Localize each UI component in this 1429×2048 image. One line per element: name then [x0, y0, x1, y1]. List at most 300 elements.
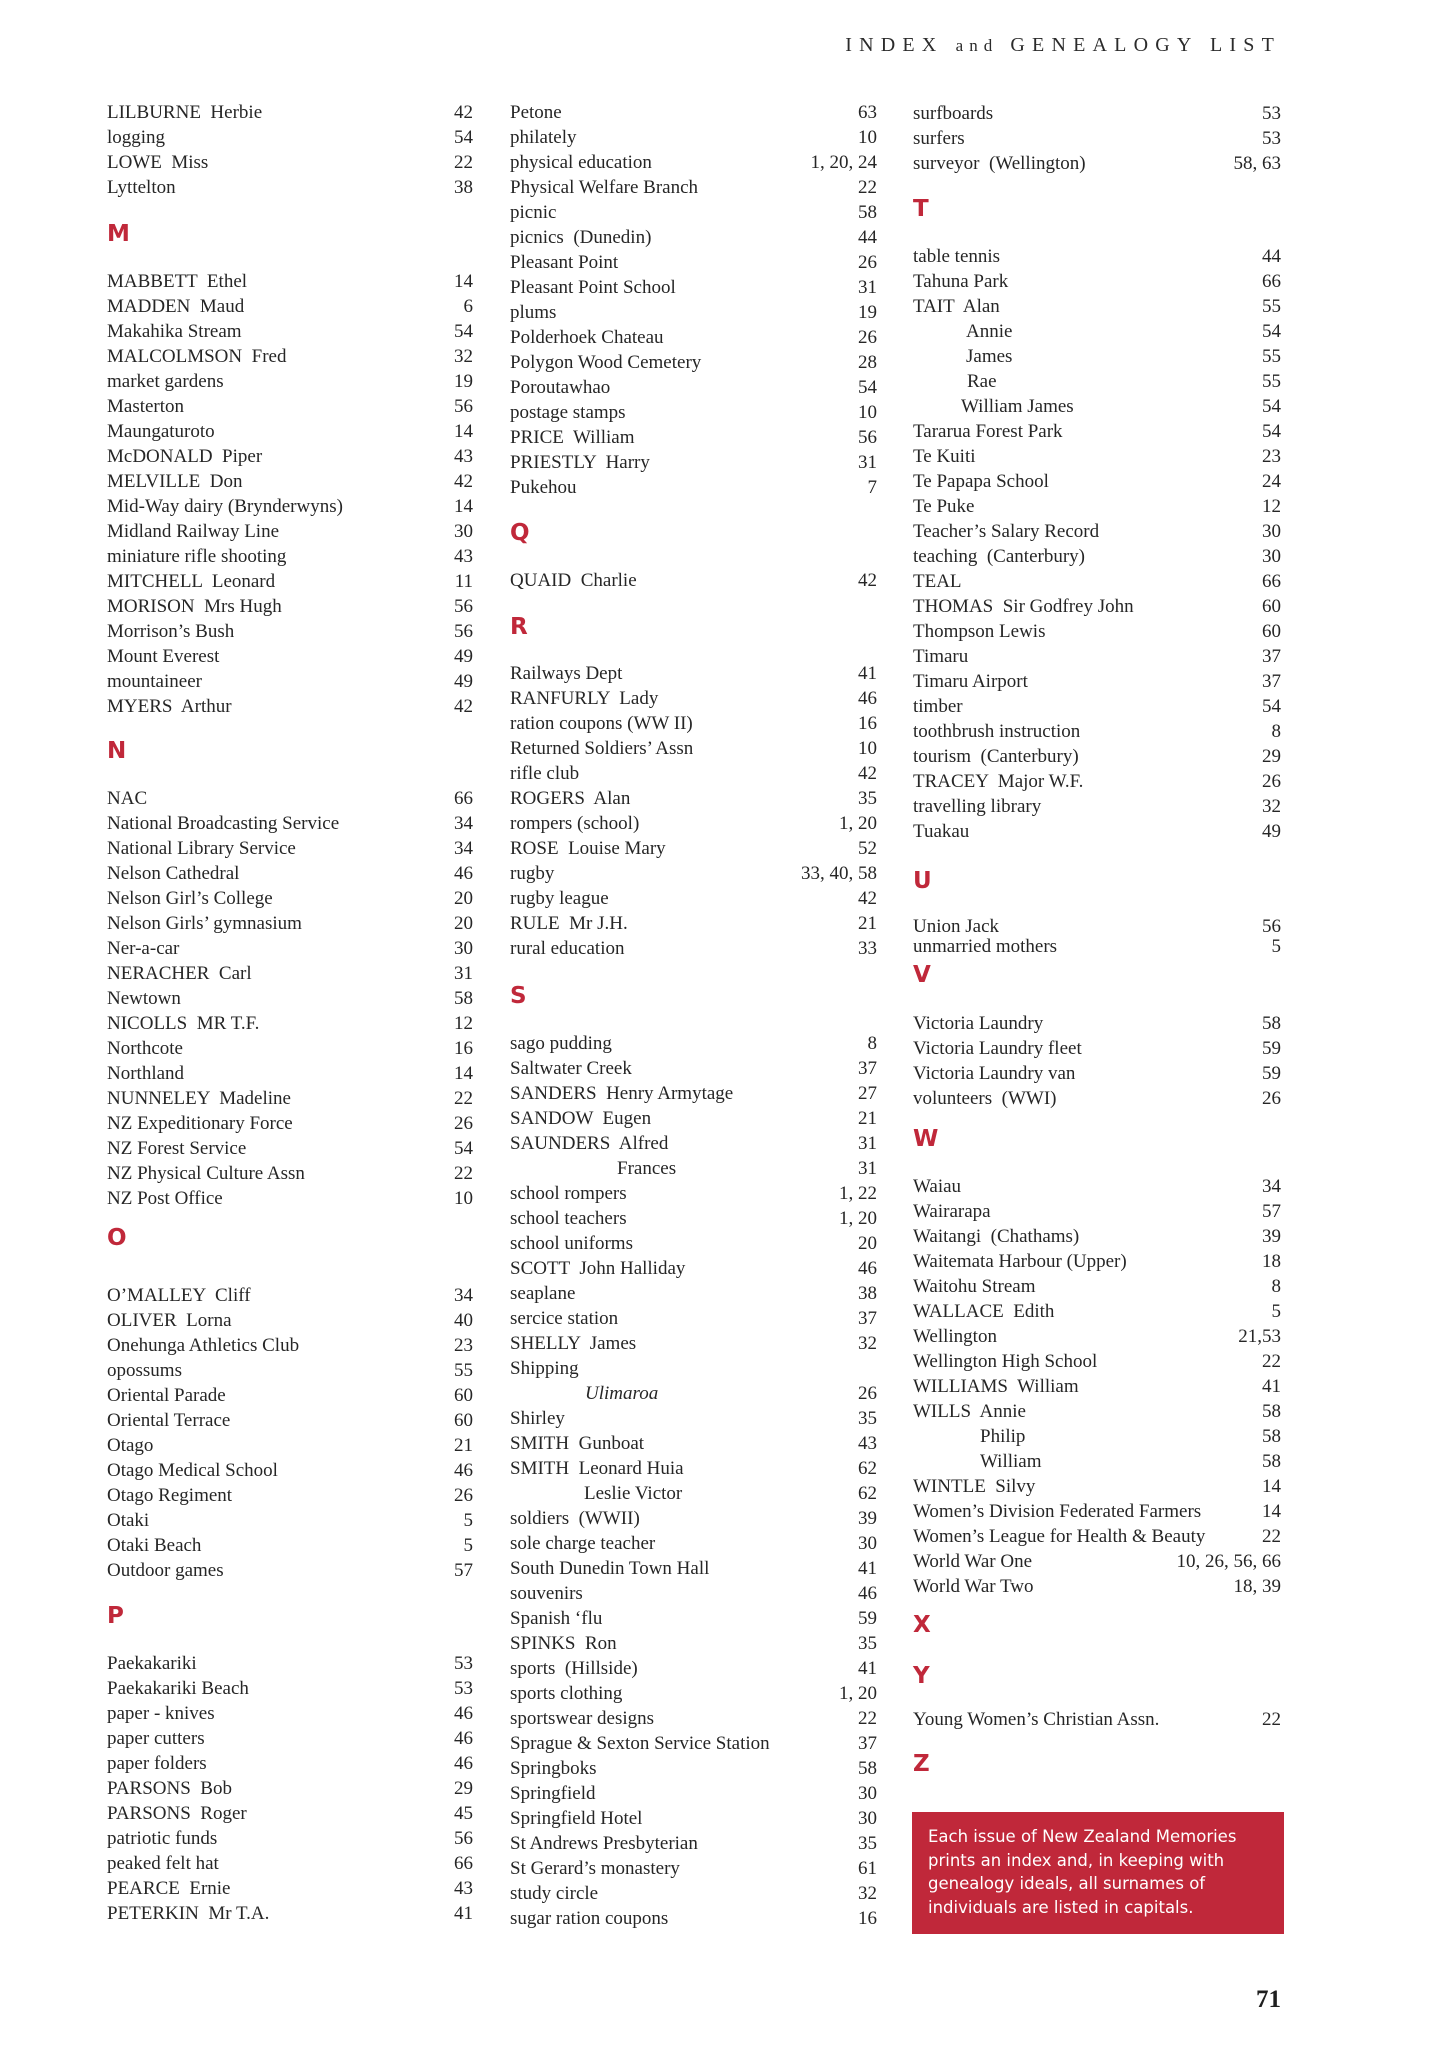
entry-page-numbers: 53: [454, 1652, 473, 1674]
index-entry: [510, 661, 877, 686]
entry-term: TAIT Alan: [913, 295, 1000, 317]
index-entry: [107, 150, 473, 175]
entry-term: Masterton: [107, 395, 185, 417]
entry-term: surfboards: [913, 102, 994, 124]
index-entry: [510, 1106, 877, 1131]
index-entry: [510, 1831, 877, 1856]
entry-term: Northcote: [107, 1037, 183, 1059]
entry-term: O’MALLEY Cliff: [107, 1284, 251, 1306]
entry-page-numbers: 30: [1262, 520, 1281, 542]
entry-term: paper - knives: [107, 1702, 215, 1724]
index-subentry: [913, 369, 1281, 394]
entry-term: Oriental Parade: [107, 1384, 226, 1406]
section-letter-y: Y: [913, 1663, 930, 1689]
index-entry: [510, 225, 877, 250]
entry-page-numbers: 54: [858, 376, 877, 398]
entry-page-numbers: 10: [858, 737, 877, 759]
entry-term: Union Jack: [913, 915, 1000, 937]
entry-page-numbers: 54: [1262, 420, 1281, 442]
entry-term: school rompers: [510, 1182, 627, 1204]
entry-page-numbers: 54: [1262, 395, 1281, 417]
entry-term: LILBURNE Herbie: [107, 101, 263, 123]
entry-page-numbers: 43: [454, 445, 473, 467]
entry-term: patriotic funds: [107, 1827, 218, 1849]
entry-page-numbers: 22: [858, 1707, 877, 1729]
index-entry: [107, 1876, 473, 1901]
index-entry: [107, 444, 473, 469]
entry-term: Shipping: [510, 1357, 579, 1379]
index-entry: [107, 519, 473, 544]
entry-page-numbers: 10, 26, 56, 66: [1176, 1550, 1281, 1572]
entry-page-numbers: 46: [454, 1752, 473, 1774]
entry-page-numbers: 38: [858, 1282, 877, 1304]
entry-term: picnic: [510, 201, 557, 223]
entry-term: RULE Mr J.H.: [510, 912, 628, 934]
entry-term: Mid-Way dairy (Brynderwyns): [107, 495, 343, 517]
index-entry: [510, 250, 877, 275]
entry-term: Pleasant Point: [510, 251, 619, 273]
entry-term: MABBETT Ethel: [107, 270, 248, 292]
entry-page-numbers: 1, 20, 24: [810, 151, 877, 173]
genealogy-note-box: [912, 1812, 1284, 1934]
section-letter-u: U: [913, 868, 932, 894]
index-entry: [107, 986, 473, 1011]
entry-term: tourism (Canterbury): [913, 745, 1079, 767]
entry-page-numbers: 18: [1262, 1250, 1281, 1272]
entry-term: Otaki Beach: [107, 1534, 202, 1556]
entry-page-numbers: 42: [858, 887, 877, 909]
index-entry: [107, 861, 473, 886]
index-entry: [107, 811, 473, 836]
index-entry: [107, 1458, 473, 1483]
index-entry: [107, 1483, 473, 1508]
entry-term: SMITH Leonard Huia: [510, 1457, 684, 1479]
index-entry: [107, 1283, 473, 1308]
entry-term: Young Women’s Christian Assn.: [913, 1708, 1160, 1730]
index-entry: [510, 1081, 877, 1106]
entry-term: MYERS Arthur: [107, 695, 232, 717]
entry-term: souvenirs: [510, 1582, 583, 1604]
entry-term: Tuakau: [913, 820, 970, 842]
entry-term: study circle: [510, 1882, 599, 1904]
entry-term: OLIVER Lorna: [107, 1309, 232, 1331]
entry-term: sportswear designs: [510, 1707, 655, 1729]
index-entry: [913, 1324, 1281, 1349]
index-entry: [913, 101, 1281, 126]
index-entry: [510, 736, 877, 761]
entry-term: WILLS Annie: [913, 1400, 1026, 1422]
entry-page-numbers: 56: [454, 1827, 473, 1849]
entry-term: Te Puke: [913, 495, 975, 517]
entry-page-numbers: 39: [858, 1507, 877, 1529]
entry-page-numbers: 49: [1262, 820, 1281, 842]
index-entry: [510, 1856, 877, 1881]
entry-term: sugar ration coupons: [510, 1907, 669, 1929]
index-entry: [510, 125, 877, 150]
entry-page-numbers: 6: [463, 295, 473, 317]
entry-term: Women’s Division Federated Farmers: [913, 1500, 1202, 1522]
entry-page-numbers: 26: [1262, 770, 1281, 792]
genealogy-note-text: Each issue of New Zealand Memories prints an index and, in keeping with genealogy ideals, all surnames of individuals are listed in capitals.: [928, 1827, 1237, 1917]
index-entry: [913, 644, 1281, 669]
entry-page-numbers: 60: [454, 1384, 473, 1406]
index-entry: [107, 319, 473, 344]
entry-term: NERACHER Carl: [107, 962, 252, 984]
index-entry: [107, 936, 473, 961]
index-entry: [913, 494, 1281, 519]
index-subentry: [510, 1381, 877, 1406]
entry-page-numbers: 11: [454, 570, 473, 592]
section-letter-t: T: [913, 196, 929, 222]
entry-page-numbers: 30: [858, 1782, 877, 1804]
entry-term: WINTLE Silvy: [913, 1475, 1036, 1497]
entry-page-numbers: 16: [858, 712, 877, 734]
index-entry: [510, 1556, 877, 1581]
entry-term: Waitangi (Chathams): [913, 1225, 1080, 1247]
entry-term: National Library Service: [107, 837, 296, 859]
entry-term: Women’s League for Health & Beauty: [913, 1525, 1206, 1547]
header-word-and: and: [955, 36, 999, 55]
entry-term: NZ Forest Service: [107, 1137, 247, 1159]
index-entry: [107, 1161, 473, 1186]
entry-page-numbers: 26: [1262, 1087, 1281, 1109]
entry-term: Polygon Wood Cemetery: [510, 351, 702, 373]
index-entry: [510, 1031, 877, 1056]
entry-page-numbers: 37: [858, 1307, 877, 1329]
entry-page-numbers: 5: [1271, 1300, 1281, 1322]
entry-page-numbers: 22: [1262, 1525, 1281, 1547]
entry-page-numbers: 26: [454, 1484, 473, 1506]
entry-page-numbers: 58: [858, 201, 877, 223]
entry-page-numbers: 41: [1262, 1375, 1281, 1397]
section-letter-p: P: [107, 1603, 124, 1629]
entry-page-numbers: 32: [858, 1332, 877, 1354]
entry-term: SANDOW Eugen: [510, 1107, 652, 1129]
entry-page-numbers: 46: [454, 1459, 473, 1481]
entry-page-numbers: 61: [858, 1857, 877, 1879]
entry-term: Newtown: [107, 987, 181, 1009]
entry-term: peaked felt hat: [107, 1852, 219, 1874]
entry-term: TRACEY Major W.F.: [913, 770, 1084, 792]
index-entry: [913, 1349, 1281, 1374]
index-entry: [913, 794, 1281, 819]
entry-page-numbers: 29: [1262, 745, 1281, 767]
entry-page-numbers: 19: [858, 301, 877, 323]
entry-page-numbers: 59: [858, 1607, 877, 1629]
index-entry: [107, 1701, 473, 1726]
entry-term: Nelson Girl’s College: [107, 887, 273, 909]
index-entry: [913, 544, 1281, 569]
entry-page-numbers: 56: [858, 426, 877, 448]
entry-page-numbers: 37: [1262, 670, 1281, 692]
index-entry: [510, 1181, 877, 1206]
entry-term: Ulimaroa: [585, 1382, 659, 1404]
index-entry: [510, 836, 877, 861]
entry-page-numbers: 27: [858, 1082, 877, 1104]
entry-term: Oriental Terrace: [107, 1409, 231, 1431]
index-entry: [107, 1851, 473, 1876]
index-entry: [107, 544, 473, 569]
section-letter-q: Q: [510, 520, 530, 546]
entry-page-numbers: 10: [454, 1187, 473, 1209]
entry-term: seaplane: [510, 1282, 576, 1304]
entry-term: Polderhoek Chateau: [510, 326, 664, 348]
index-entry: [107, 394, 473, 419]
entry-page-numbers: 46: [454, 862, 473, 884]
entry-term: Lyttelton: [107, 176, 176, 198]
index-subentry: [913, 394, 1281, 419]
index-entry: [510, 1231, 877, 1256]
index-entry: [510, 450, 877, 475]
index-entry: [107, 1776, 473, 1801]
entry-page-numbers: 1, 20: [839, 1207, 877, 1229]
index-entry: [510, 1506, 877, 1531]
entry-page-numbers: 29: [454, 1777, 473, 1799]
entry-page-numbers: 26: [858, 1382, 877, 1404]
entry-term: McDONALD Piper: [107, 445, 263, 467]
entry-term: Rae: [967, 370, 997, 392]
entry-term: Waitemata Harbour (Upper): [913, 1250, 1127, 1272]
index-entry: [107, 1011, 473, 1036]
entry-page-numbers: 35: [858, 1632, 877, 1654]
entry-page-numbers: 46: [454, 1702, 473, 1724]
entry-term: rugby: [510, 862, 555, 884]
index-entry: [510, 1781, 877, 1806]
entry-page-numbers: 32: [858, 1882, 877, 1904]
entry-term: timber: [913, 695, 963, 717]
index-entry: [913, 619, 1281, 644]
entry-page-numbers: 20: [454, 912, 473, 934]
entry-page-numbers: 32: [454, 345, 473, 367]
entry-page-numbers: 10: [858, 401, 877, 423]
entry-term: logging: [107, 126, 166, 148]
index-entry: [510, 400, 877, 425]
entry-page-numbers: 37: [858, 1057, 877, 1079]
entry-page-numbers: 30: [858, 1807, 877, 1829]
index-entry: [107, 1508, 473, 1533]
section-letter-z: Z: [913, 1751, 930, 1777]
index-entry: [913, 1274, 1281, 1299]
section-letter-m: M: [107, 221, 130, 247]
entry-page-numbers: 41: [858, 662, 877, 684]
index-entry: [510, 1431, 877, 1456]
entry-term: World War Two: [913, 1575, 1034, 1597]
index-entry: [107, 1061, 473, 1086]
index-entry: [913, 1399, 1281, 1424]
index-entry: [510, 375, 877, 400]
index-entry: [107, 1036, 473, 1061]
index-entry: [107, 1901, 473, 1926]
entry-term: mountaineer: [107, 670, 202, 692]
index-entry: [510, 568, 877, 593]
index-entry: [107, 961, 473, 986]
entry-term: St Andrews Presbyterian: [510, 1832, 698, 1854]
entry-page-numbers: 54: [454, 126, 473, 148]
entry-term: Makahika Stream: [107, 320, 242, 342]
entry-term: plums: [510, 301, 557, 323]
entry-term: National Broadcasting Service: [107, 812, 340, 834]
entry-term: South Dunedin Town Hall: [510, 1557, 710, 1579]
entry-term: World War One: [913, 1550, 1033, 1572]
index-entry: [107, 294, 473, 319]
entry-term: Onehunga Athletics Club: [107, 1334, 300, 1356]
index-entry: [107, 469, 473, 494]
entry-term: Teacher’s Salary Record: [913, 520, 1100, 542]
entry-page-numbers: 21,53: [1238, 1325, 1281, 1347]
index-entry: [913, 1474, 1281, 1499]
section-letter-x: X: [913, 1612, 931, 1638]
entry-page-numbers: 30: [454, 937, 473, 959]
index-entry: [913, 934, 1281, 959]
index-entry: [510, 811, 877, 836]
entry-page-numbers: 34: [454, 1284, 473, 1306]
entry-page-numbers: 37: [858, 1732, 877, 1754]
entry-term: Paekakariki: [107, 1652, 197, 1674]
entry-term: PETERKIN Mr T.A.: [107, 1902, 270, 1924]
entry-term: Tararua Forest Park: [913, 420, 1063, 442]
index-entry: [913, 1374, 1281, 1399]
index-entry: [510, 1306, 877, 1331]
entry-page-numbers: 66: [454, 1852, 473, 1874]
entry-page-numbers: 35: [858, 1407, 877, 1429]
entry-term: market gardens: [107, 370, 224, 392]
index-entry: [913, 1249, 1281, 1274]
entry-term: PARSONS Bob: [107, 1777, 232, 1799]
index-entry: [510, 1281, 877, 1306]
entry-page-numbers: 56: [454, 395, 473, 417]
index-entry: [913, 1224, 1281, 1249]
entry-page-numbers: 21: [858, 1107, 877, 1129]
entry-term: Physical Welfare Branch: [510, 176, 699, 198]
index-entry: [107, 569, 473, 594]
entry-page-numbers: 14: [1262, 1500, 1281, 1522]
entry-term: RANFURLY Lady: [510, 687, 659, 709]
entry-page-numbers: 31: [858, 276, 877, 298]
index-entry: [107, 1308, 473, 1333]
entry-term: NZ Physical Culture Assn: [107, 1162, 305, 1184]
entry-term: NAC: [107, 787, 148, 809]
entry-page-numbers: 46: [858, 1257, 877, 1279]
index-entry: [107, 175, 473, 200]
entry-page-numbers: 58: [1262, 1012, 1281, 1034]
entry-term: LOWE Miss: [107, 151, 209, 173]
entry-term: table tennis: [913, 245, 1001, 267]
entry-page-numbers: 39: [1262, 1225, 1281, 1247]
index-entry: [913, 769, 1281, 794]
entry-term: Springfield Hotel: [510, 1807, 643, 1829]
entry-term: Paekakariki Beach: [107, 1677, 249, 1699]
index-entry: [510, 1706, 877, 1731]
index-entry: [510, 1581, 877, 1606]
entry-page-numbers: 57: [454, 1559, 473, 1581]
entry-page-numbers: 40: [454, 1309, 473, 1331]
entry-term: NZ Post Office: [107, 1187, 223, 1209]
entry-term: surveyor (Wellington): [913, 152, 1086, 174]
index-entry: [510, 861, 877, 886]
entry-page-numbers: 19: [454, 370, 473, 392]
index-subentry: [913, 319, 1281, 344]
index-entry: [913, 294, 1281, 319]
index-entry: [510, 1331, 877, 1356]
index-entry: [913, 1199, 1281, 1224]
entry-page-numbers: 54: [1262, 695, 1281, 717]
entry-page-numbers: 1, 20: [839, 812, 877, 834]
entry-page-numbers: 31: [858, 1157, 877, 1179]
entry-page-numbers: 56: [454, 595, 473, 617]
entry-term: NZ Expeditionary Force: [107, 1112, 293, 1134]
index-entry: [913, 569, 1281, 594]
index-entry: [510, 1406, 877, 1431]
entry-page-numbers: 46: [858, 1582, 877, 1604]
entry-page-numbers: 8: [1271, 1275, 1281, 1297]
entry-term: teaching (Canterbury): [913, 545, 1085, 567]
entry-term: sports clothing: [510, 1682, 623, 1704]
entry-term: Pleasant Point School: [510, 276, 676, 298]
entry-term: Waiau: [913, 1175, 962, 1197]
header-word-index: INDEX: [845, 34, 944, 56]
entry-term: rompers (school): [510, 812, 640, 834]
entry-term: Wellington: [913, 1325, 997, 1347]
entry-page-numbers: 1, 22: [839, 1182, 877, 1204]
header-word-genealogy-list: GENEALOGY LIST: [1010, 34, 1281, 56]
entry-term: ration coupons (WW II): [510, 712, 693, 734]
index-entry: [510, 1056, 877, 1081]
entry-term: Pukehou: [510, 476, 577, 498]
index-column-1: [107, 0, 473, 2048]
page-number: 71: [1256, 1986, 1281, 2013]
entry-term: NUNNELEY Madeline: [107, 1087, 291, 1109]
index-entry: [107, 1408, 473, 1433]
entry-page-numbers: 58: [1262, 1425, 1281, 1447]
entry-page-numbers: 43: [454, 545, 473, 567]
entry-page-numbers: 46: [454, 1727, 473, 1749]
entry-page-numbers: 45: [454, 1802, 473, 1824]
entry-term: picnics (Dunedin): [510, 226, 652, 248]
entry-page-numbers: 1, 20: [839, 1682, 877, 1704]
entry-term: Otago Regiment: [107, 1484, 233, 1506]
entry-term: toothbrush instruction: [913, 720, 1081, 742]
entry-term: TEAL: [913, 570, 962, 592]
entry-term: Victoria Laundry: [913, 1012, 1044, 1034]
index-entry: [107, 494, 473, 519]
entry-page-numbers: 30: [454, 520, 473, 542]
entry-term: MALCOLMSON Fred: [107, 345, 287, 367]
entry-page-numbers: 21: [454, 1434, 473, 1456]
index-entry: [510, 175, 877, 200]
index-entry: [510, 1531, 877, 1556]
index-entry: [510, 1881, 877, 1906]
entry-term: Otaki: [107, 1509, 150, 1531]
entry-page-numbers: 58: [454, 987, 473, 1009]
entry-page-numbers: 14: [1262, 1475, 1281, 1497]
index-column-2: [510, 0, 877, 2048]
index-entry: [510, 786, 877, 811]
entry-term: Springboks: [510, 1757, 597, 1779]
entry-term: physical education: [510, 151, 652, 173]
entry-page-numbers: 49: [454, 645, 473, 667]
index-entry: [913, 744, 1281, 769]
entry-term: Railways Dept: [510, 662, 623, 684]
entry-term: Nelson Cathedral: [107, 862, 240, 884]
entry-term: Shirley: [510, 1407, 565, 1429]
entry-page-numbers: 22: [454, 151, 473, 173]
index-subentry: [913, 344, 1281, 369]
entry-page-numbers: 60: [1262, 620, 1281, 642]
entry-page-numbers: 5: [463, 1534, 473, 1556]
index-entry: [107, 694, 473, 719]
entry-term: travelling library: [913, 795, 1042, 817]
entry-term: school teachers: [510, 1207, 627, 1229]
